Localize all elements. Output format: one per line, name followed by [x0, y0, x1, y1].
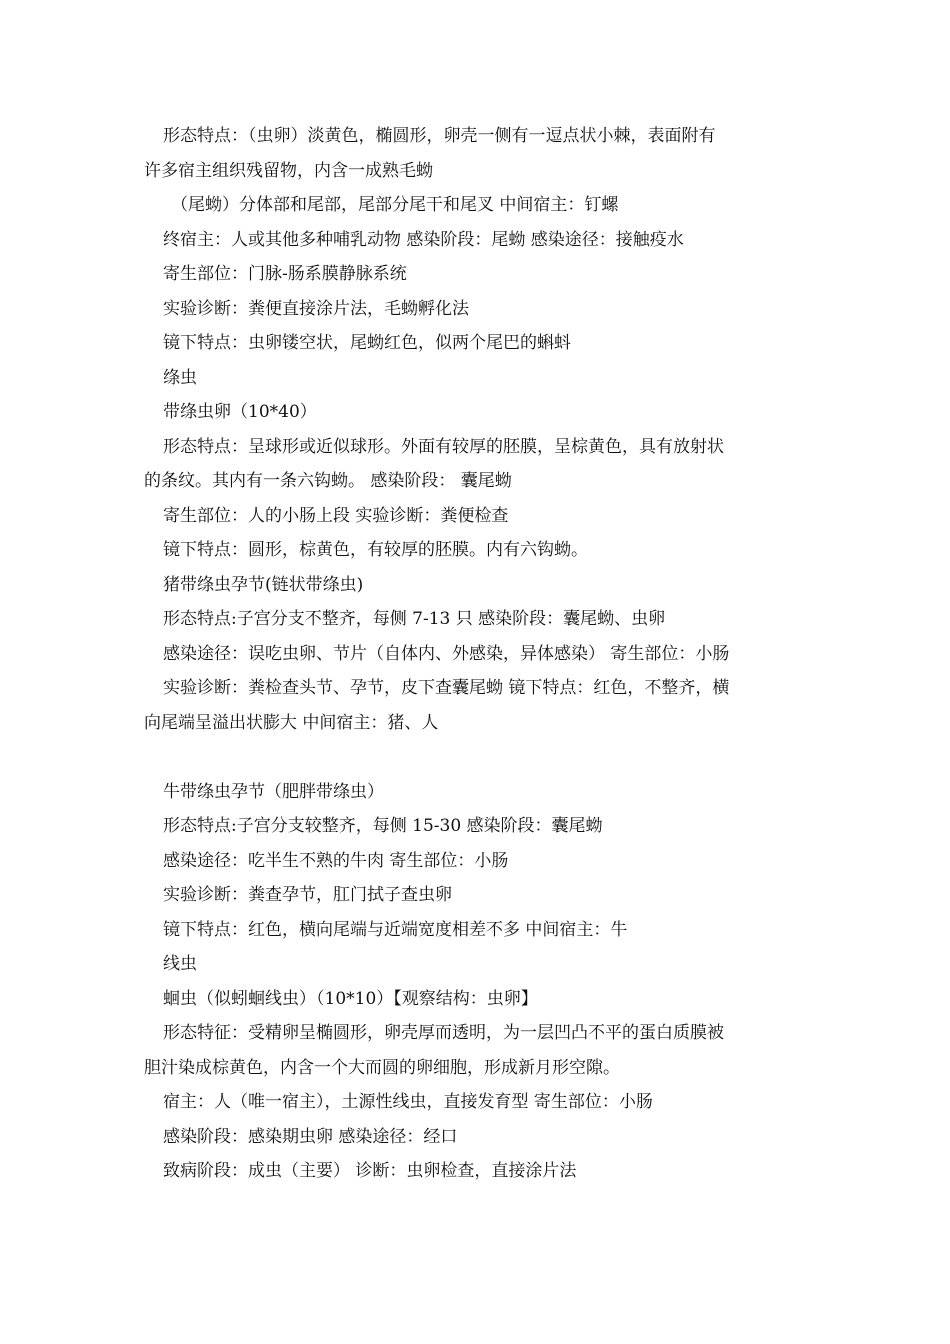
- text-line: 蛔虫（似蚓蛔线虫）（10*10）【观察结构：虫卵】: [163, 988, 538, 1009]
- document-body: [144, 119, 808, 1189]
- text-line: 许多宿主组织残留物，内含一成熟毛蚴: [144, 160, 433, 181]
- text-line: 形态特点:子宫分支较整齐，每侧 15-30 感染阶段：囊尾蚴: [163, 816, 603, 836]
- text-line: 感染途径：误吃虫卵、节片（自体内、外感染，异体感染） 寄生部位：小肠: [163, 643, 730, 664]
- text-line: 胆汁染成棕黄色，内含一个大而圆的卵细胞，形成新月形空隙。: [144, 1057, 620, 1078]
- text-line: 实验诊断：粪检查头节、孕节，皮下查囊尾蚴 镜下特点：红色，不整齐，横: [163, 678, 730, 698]
- text-line: 镜下特点：红色，横向尾端与近端宽度相差不多 中间宿主：牛: [163, 919, 628, 940]
- text-line: 向尾端呈溢出状膨大 中间宿主：猪、人: [144, 712, 439, 733]
- text-line: 终宿主：人或其他多种哺乳动物 感染阶段：尾蚴 感染途径：接触疫水: [163, 229, 684, 250]
- text-line: （尾蚴）分体部和尾部，尾部分尾干和尾叉 中间宿主：钉螺: [171, 195, 619, 215]
- text-line: 镜下特点：虫卵镂空状，尾蚴红色，似两个尾巴的蝌蚪: [163, 333, 571, 353]
- text-line: 形态特点:子宫分支不整齐，每侧 7-13 只 感染阶段：囊尾蚴、虫卵: [163, 609, 666, 629]
- text-line: 寄生部位：门脉-肠系膜静脉系统: [163, 264, 407, 284]
- text-line: 形态特点：呈球形或近似球形。外面有较厚的胚膜，呈棕黄色，具有放射状: [163, 436, 724, 457]
- text-line: 带绦虫卵（10*40）: [163, 402, 317, 422]
- text-line: 镜下特点：圆形，棕黄色，有较厚的胚膜。内有六钩蚴。: [163, 540, 588, 560]
- blank-line: [144, 740, 808, 775]
- text-line: 致病阶段：成虫（主要） 诊断：虫卵检查，直接涂片法: [163, 1161, 577, 1181]
- text-line: 宿主：人（唯一宿主），土源性线虫，直接发育型 寄生部位：小肠: [163, 1092, 653, 1112]
- text-line: 寄生部位：人的小肠上段 实验诊断：粪便检查: [163, 505, 509, 526]
- text-line: 牛带绦虫孕节（肥胖带绦虫）: [163, 781, 384, 802]
- text-line: 形态特征：受精卵呈椭圆形，卵壳厚而透明，为一层凹凸不平的蛋白质膜被: [163, 1023, 724, 1043]
- text-line: 实验诊断：粪便直接涂片法，毛蚴孵化法: [163, 298, 469, 319]
- text-line: 的条纹。其内有一条六钩蚴。 感染阶段： 囊尾蚴: [144, 471, 512, 491]
- text-line: 实验诊断：粪查孕节，肛门拭子查虫卵: [163, 885, 452, 905]
- text-line: 形态特点：（虫卵）淡黄色，椭圆形，卵壳一侧有一逗点状小棘，表面附有: [163, 126, 716, 146]
- text-line: 线虫: [163, 954, 197, 974]
- text-line: 绦虫: [163, 367, 197, 388]
- text-line: 感染阶段：感染期虫卵 感染途径：经口: [163, 1126, 458, 1147]
- text-line: 感染途径：吃半生不熟的牛肉 寄生部位：小肠: [163, 850, 509, 871]
- text-line: 猪带绦虫孕节(链状带绦虫): [163, 574, 364, 595]
